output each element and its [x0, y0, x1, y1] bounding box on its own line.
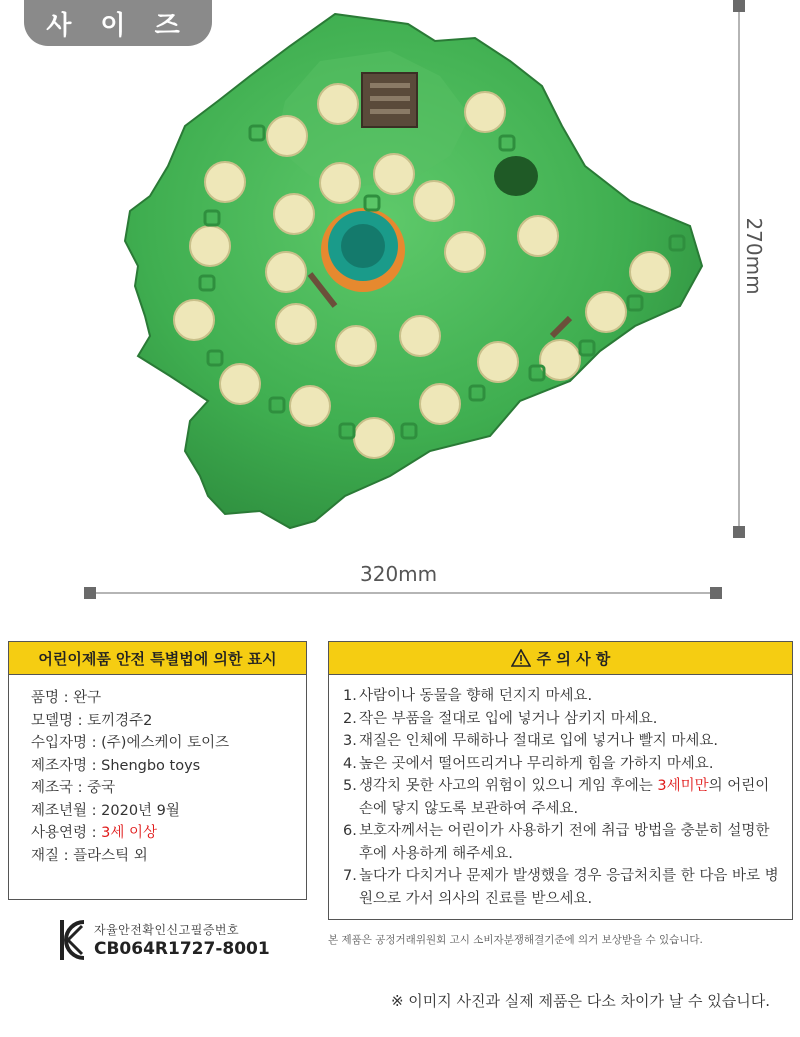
caution-text: 높은 곳에서 떨어뜨리거나 무리하게 힘을 가하지 마세요.: [359, 755, 714, 772]
caution-text-part: 의 어린이 손에 닿지 않도록 보관하여 주세요.: [359, 778, 770, 817]
caution-highlight: 3세미만: [657, 778, 709, 794]
spec-row-importer: [31, 732, 306, 755]
caution-number: 7.: [343, 868, 357, 884]
caution-text: 놀다가 다치거나 문제가 발생했을 경우 응급처치를 한 다음 바로 병원으로 가서 의사의 진료를 받으세요.: [359, 868, 779, 907]
spec-value: Shengbo toys: [101, 757, 201, 774]
caution-item: [343, 865, 782, 910]
spec-label: 제조년월 :: [31, 802, 102, 819]
size-badge: 사 이 즈: [24, 0, 212, 46]
kc-certification: [58, 918, 270, 962]
caution-item: [343, 708, 782, 731]
product-info-title: 어린이제품 안전 특별법에 의한 표시: [9, 642, 306, 675]
spec-label: 사용연령 :: [31, 825, 102, 841]
height-dimension-label: 270mm: [742, 217, 766, 295]
product-info-list: [9, 675, 306, 867]
spec-label: 수입자명 :: [31, 735, 102, 751]
image-disclaimer: ※ 이미지 사진과 실제 제품은 다소 차이가 날 수 있습니다.: [390, 992, 770, 1010]
spec-value: 중국: [87, 780, 116, 796]
spec-value: 플라스틱 외: [73, 847, 148, 864]
spec-label: 제조자명 :: [31, 757, 102, 774]
width-dimension-line: [88, 592, 720, 594]
spec-value: 완구: [73, 690, 102, 706]
spec-value: (주)에스케이 토이즈: [101, 735, 230, 751]
caution-text: 작은 부품을 절대로 입에 넣거나 삼키지 마세요.: [359, 710, 658, 727]
kc-label: 자율안전확인신고필증번호: [94, 923, 240, 937]
caution-number: 5.: [343, 778, 357, 794]
caution-number: 1.: [343, 688, 357, 704]
spec-row-age: [31, 822, 306, 845]
spec-label: 재질 :: [31, 847, 74, 864]
caution-header: [329, 642, 792, 675]
width-dimension-label: 320mm: [360, 562, 438, 586]
caution-text: 보호자께서는 어린이가 사용하기 전에 취급 방법을 충분히 설명한 후에 사용하게 해주세요.: [359, 823, 770, 862]
product-info-panel: [8, 641, 307, 900]
caution-panel: [328, 641, 793, 920]
caution-item: [343, 775, 782, 820]
warning-triangle-icon: [511, 649, 531, 667]
caution-number: 4.: [343, 755, 357, 772]
spec-row-item-name: [31, 687, 306, 710]
spec-label: 모델명 :: [31, 712, 88, 729]
caution-number: 6.: [343, 823, 357, 839]
spec-row-material: [31, 845, 306, 868]
caution-item: [343, 820, 782, 865]
caution-item: [343, 685, 782, 708]
caution-title: 주 의 사 항: [536, 649, 611, 668]
caution-item: [343, 753, 782, 776]
spec-label: 제조국 :: [31, 780, 88, 796]
compensation-note: 본 제품은 공정거래위원회 고시 소비자분쟁해결기준에 의거 보상받을 수 있습니다.: [328, 934, 703, 946]
caution-text: 사람이나 동물을 향해 던지지 마세요.: [359, 688, 593, 704]
spec-value: 토끼경주2: [87, 712, 153, 729]
game-board-image: [90, 6, 710, 536]
kc-mark-icon: [58, 918, 88, 962]
caution-text: [359, 775, 782, 820]
spec-row-model: [31, 710, 306, 733]
width-dimension-cap-left: [84, 587, 96, 599]
spec-value: 2020년 9월: [101, 802, 180, 819]
spec-value: 3세 이상: [101, 825, 157, 841]
caution-number: 3.: [343, 733, 357, 749]
caution-number: 2.: [343, 710, 357, 727]
kc-number: CB064R1727-8001: [94, 939, 270, 959]
spec-row-manufacturer: [31, 755, 306, 778]
caution-text-part: 생각치 못한 사고의 위험이 있으니 게임 후에는: [359, 778, 658, 794]
caution-list: [329, 675, 792, 910]
spec-row-date: [31, 800, 306, 823]
caution-text: 재질은 인체에 무해하나 절대로 입에 넣거나 빨지 마세요.: [359, 733, 719, 749]
height-dimension-cap-bottom: [733, 526, 745, 538]
width-dimension-cap-right: [710, 587, 722, 599]
spec-row-country: [31, 777, 306, 800]
spec-label: 품명 :: [31, 690, 74, 706]
height-dimension-cap-top: [733, 0, 745, 12]
caution-item: [343, 730, 782, 753]
